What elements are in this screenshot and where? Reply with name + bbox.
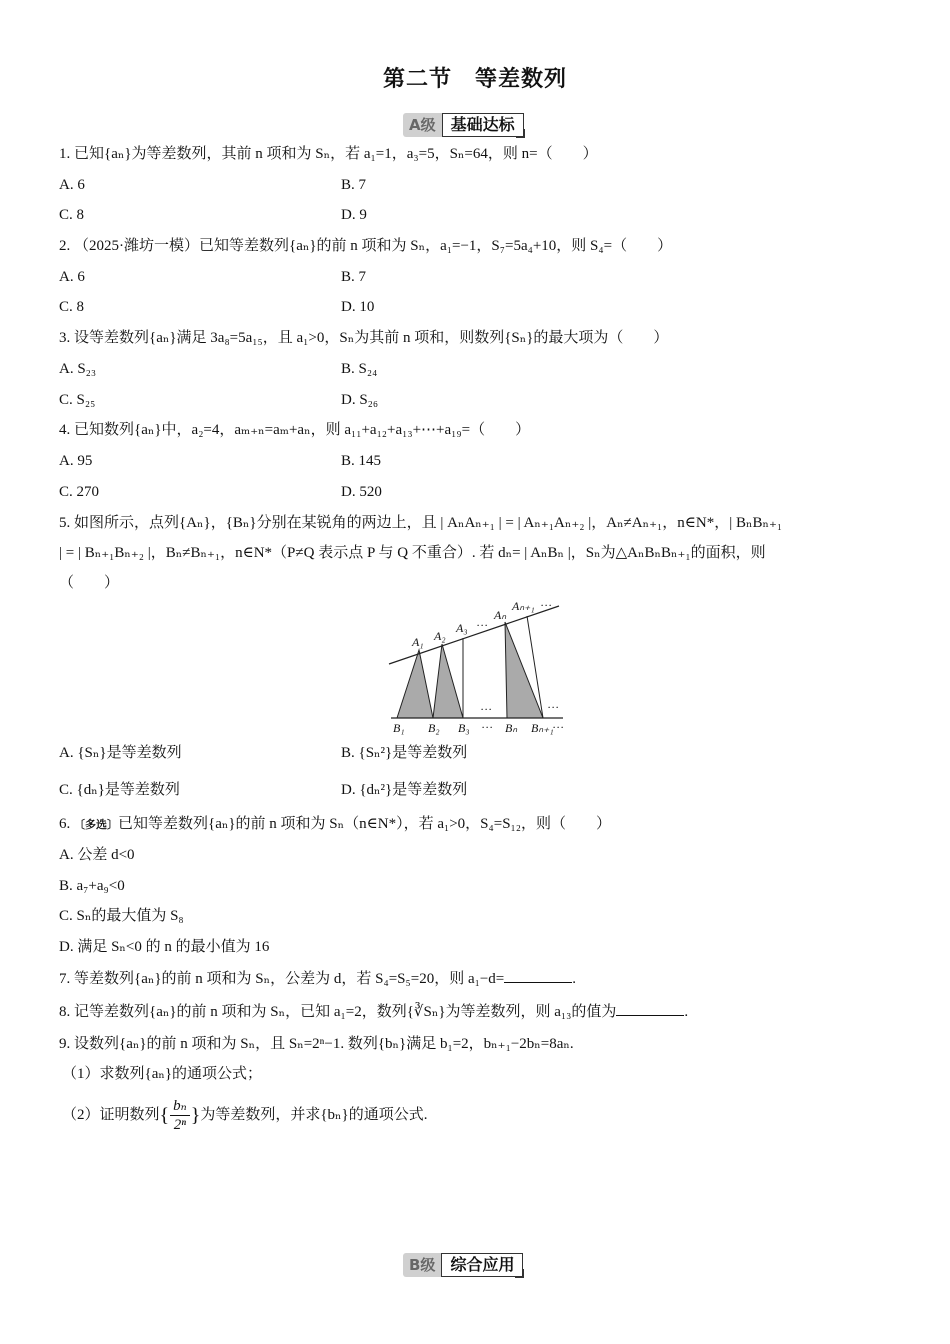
q2-option-d: D. 10: [341, 299, 375, 315]
q5-option-b: B. {Sₙ²}是等差数列: [341, 745, 468, 761]
q5-stem-line1: 5. 如图所示，点列{Aₙ}，{Bₙ}分别在某锐角的两边上，且 | AₙAₙ₊₁ | = | Aₙ₊₁Aₙ₊₂ |，Aₙ≠Aₙ₊₁，n∈N*，| BₙBₙ₊₁: [59, 515, 783, 531]
label-dots-top-1: …: [477, 615, 488, 629]
q3-option-a: A. S₂₃: [59, 361, 97, 377]
q7-line: [59, 968, 576, 989]
triangle-1: [397, 650, 433, 718]
level-a-name: 基础达标: [442, 113, 524, 137]
q4-option-a: A. 95: [59, 453, 93, 469]
q3-option-c: C. S₂₅: [59, 392, 96, 408]
level-a-tag: A级: [403, 113, 442, 137]
q6-option-a: A. 公差 d<0: [59, 847, 135, 863]
q9-fraction-numerator: bₙ: [170, 1097, 190, 1116]
q2-option-c: C. 8: [59, 299, 85, 315]
triangle-n: [505, 622, 543, 718]
q6-option-c: C. Sₙ的最大值为 S₈: [59, 908, 184, 924]
q9-fraction-denominator: 2ⁿ: [173, 1117, 187, 1134]
q5-figure: [385, 598, 575, 738]
q6-stem-line: [59, 814, 611, 835]
q6-option-b: B. a₇+a₉<0: [59, 878, 125, 894]
label-a2: A₂: [434, 629, 446, 643]
q2-option-a: A. 6: [59, 269, 85, 285]
q7-stem: 7. 等差数列{aₙ}的前 n 项和为 Sₙ，公差为 d，若 S₄=S₅=20，则 a₁−d=: [59, 971, 505, 987]
q7-end: .: [572, 971, 576, 987]
q8-stem: 8. 记等差数列{aₙ}的前 n 项和为 Sₙ，已知 a₁=2，数列{∛Sₙ}为等差数列，则 a₁₃的值为: [59, 1004, 617, 1020]
triangle-2: [433, 644, 463, 718]
q8-answer-blank[interactable]: [616, 1001, 684, 1016]
label-an1: Aₙ₊₁: [512, 599, 535, 613]
level-b-badge: [403, 1253, 523, 1277]
q6-number: 6.: [59, 816, 74, 832]
q6-stem: 已知等差数列{aₙ}的前 n 项和为 Sₙ（n∈N*），若 a₁>0，S₄=S₁₂，则（ ）: [118, 816, 611, 832]
q4-option-d: D. 520: [341, 484, 382, 500]
label-b3: B₃: [458, 721, 470, 735]
q9-part2-suffix: 为等差数列，并求{bₙ}的通项公式.: [200, 1107, 428, 1123]
q1-option-d: D. 9: [341, 207, 367, 223]
level-a-badge: [403, 113, 524, 137]
level-b-name: 综合应用: [441, 1253, 523, 1277]
q7-answer-blank[interactable]: [504, 968, 572, 983]
dots-mid-1: …: [481, 699, 492, 713]
q1-option-a: A. 6: [59, 177, 85, 193]
label-bn: Bₙ: [505, 721, 518, 735]
q6-option-d: D. 满足 Sₙ<0 的 n 的最小值为 16: [59, 939, 270, 955]
label-b2: B₂: [428, 721, 440, 735]
q9-part2-prefix: （2）证明数列: [62, 1107, 160, 1123]
q5-option-a: A. {Sₙ}是等差数列: [59, 745, 182, 761]
q5-stem-line2: | = | Bₙ₊₁Bₙ₊₂ |，Bₙ≠Bₙ₊₁，n∈N*（P≠Q 表示点 P 与 Q 不重合）. 若 dₙ= | AₙBₙ |，Sₙ为△AₙBₙBₙ₊₁的面积，则: [59, 545, 766, 561]
label-bn1: Bₙ₊₁: [531, 721, 554, 735]
q5-option-c: C. {dₙ}是等差数列: [59, 782, 180, 798]
q4-option-b: B. 145: [341, 453, 382, 469]
q5-option-d: D. {dₙ²}是等差数列: [341, 782, 468, 798]
q8-end: .: [684, 1004, 689, 1020]
level-b-tag: B级: [403, 1253, 441, 1277]
q2-option-b: B. 7: [341, 269, 367, 285]
q9-part1: （1）求数列{aₙ}的通项公式；: [62, 1066, 263, 1082]
q3-option-b: B. S₂₄: [341, 361, 378, 377]
q9-part2: （2）证明数列{ $\frac{\text{bₙ}}{\text{2ⁿ}}$ }为等差数列，并求{bₙ}的通项公式.: [62, 1098, 428, 1134]
q5-stem-line3: （ ）: [59, 575, 120, 591]
q8-line: [59, 1001, 688, 1022]
q2-stem: 2. （2025·潍坊一模）已知等差数列{aₙ}的前 n 项和为 Sₙ，a₁=−1，S₇=5a₄+10，则 S₄=（ ）: [59, 238, 673, 254]
label-b1: B₁: [393, 721, 405, 735]
label-dots-bottom-1: …: [482, 717, 493, 731]
label-a1: A₁: [412, 635, 424, 649]
q3-stem: 3. 设等差数列{aₙ}满足 3a₈=5a₁₅，且 a₁>0，Sₙ为其前 n 项和，则数列{Sₙ}的最大项为（ ）: [59, 330, 669, 346]
q4-stem: 4. 已知数列{aₙ}中，a₂=4，aₘ₊ₙ=aₘ+aₙ，则 a₁₁+a₁₂+a₁₃+⋯+a₁₉=（ ）: [59, 422, 531, 438]
dots-mid-2: …: [548, 697, 559, 711]
q1-stem: 1. 已知{aₙ}为等差数列，其前 n 项和为 Sₙ，若 a₁=1，a₃=5，Sₙ=64，则 n=（ ）: [59, 146, 598, 162]
label-a3: A₃: [456, 621, 468, 635]
label-dots-bottom-2: …: [553, 717, 564, 731]
q6-multi-select-tag: 〔多选〕: [74, 818, 118, 831]
q9-fraction: [170, 1097, 190, 1134]
label-an: Aₙ: [494, 608, 507, 622]
q4-option-c: C. 270: [59, 484, 100, 500]
q9-stem: 9. 设数列{aₙ}的前 n 项和为 Sₙ，且 Sₙ=2ⁿ−1. 数列{bₙ}满足 b₁=2，bₙ₊₁−2bₙ=8aₙ.: [59, 1036, 574, 1052]
q1-option-b: B. 7: [341, 177, 367, 193]
page-title: 第二节 等差数列: [382, 67, 567, 92]
q3-option-d: D. S₂₆: [341, 392, 379, 408]
label-dots-top-2: …: [541, 598, 552, 609]
q1-option-c: C. 8: [59, 207, 85, 223]
